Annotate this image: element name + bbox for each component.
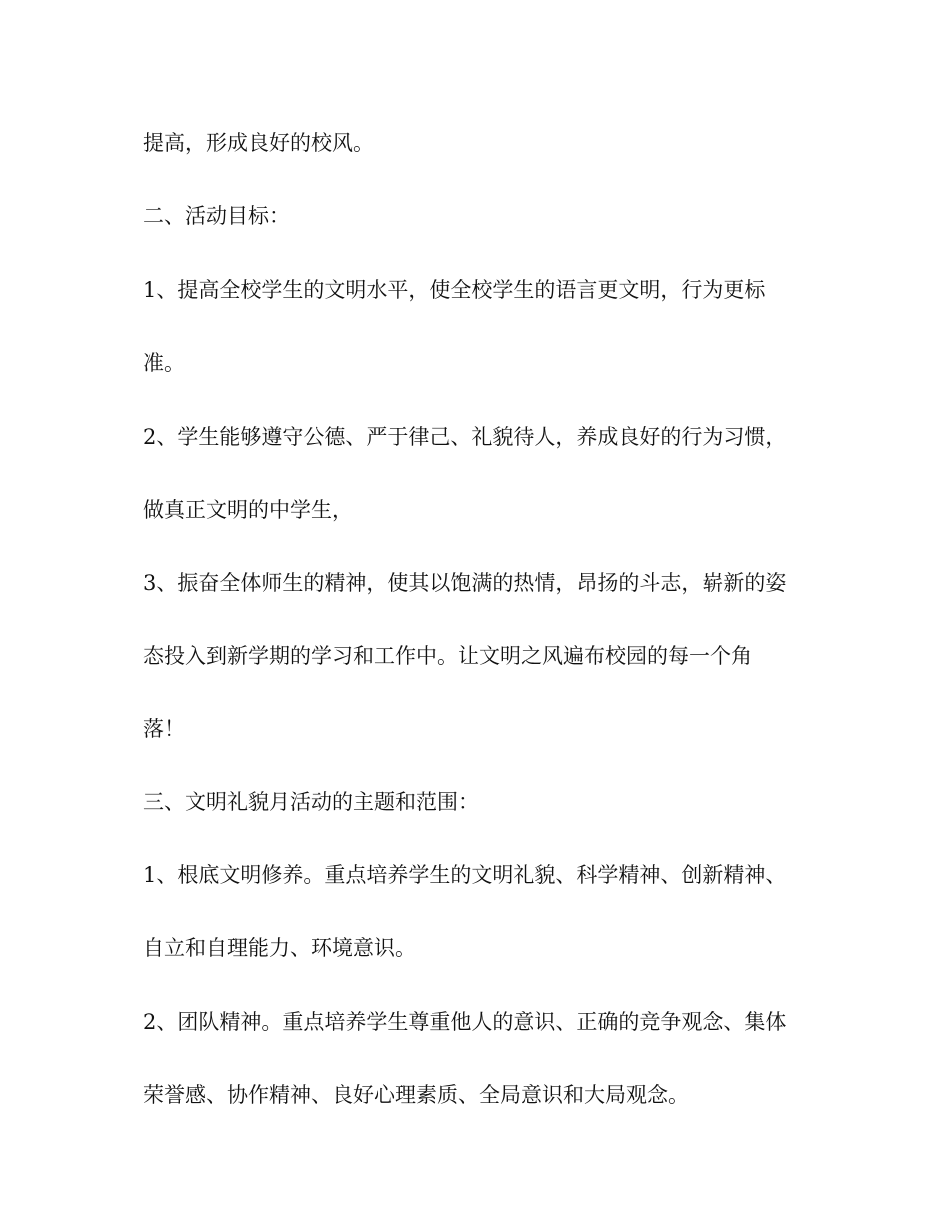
section-heading: 二、活动目标：: [143, 204, 290, 228]
text-line: 准。: [143, 351, 185, 375]
text-line: 1、提高全校学生的文明水平，使全校学生的语言更文明，行为更标: [143, 278, 766, 302]
text-line: 1、根底文明修养。重点培养学生的文明礼貌、科学精神、创新精神、: [143, 863, 787, 887]
text-line: 做真正文明的中学生，: [143, 498, 353, 522]
text-line: 落！: [143, 717, 185, 741]
text-line: 态投入到新学期的学习和工作中。让文明之风遍布校园的每一个角: [143, 644, 752, 668]
text-line: 2、团队精神。重点培养学生尊重他人的意识、正确的竞争观念、集体: [143, 1010, 787, 1034]
text-line: 荣誉感、协作精神、良好心理素质、全局意识和大局观念。: [143, 1083, 689, 1107]
text-line: 2、学生能够遵守公德、严于律己、礼貌待人，养成良好的行为习惯，: [143, 425, 787, 449]
text-line: 自立和自理能力、环境意识。: [143, 936, 416, 960]
text-line: 3、振奋全体师生的精神，使其以饱满的热情，昂扬的斗志，崭新的姿: [143, 571, 787, 595]
text-line: 提高，形成良好的校风。: [143, 131, 374, 155]
section-heading: 三、文明礼貌月活动的主题和范围：: [143, 790, 479, 814]
